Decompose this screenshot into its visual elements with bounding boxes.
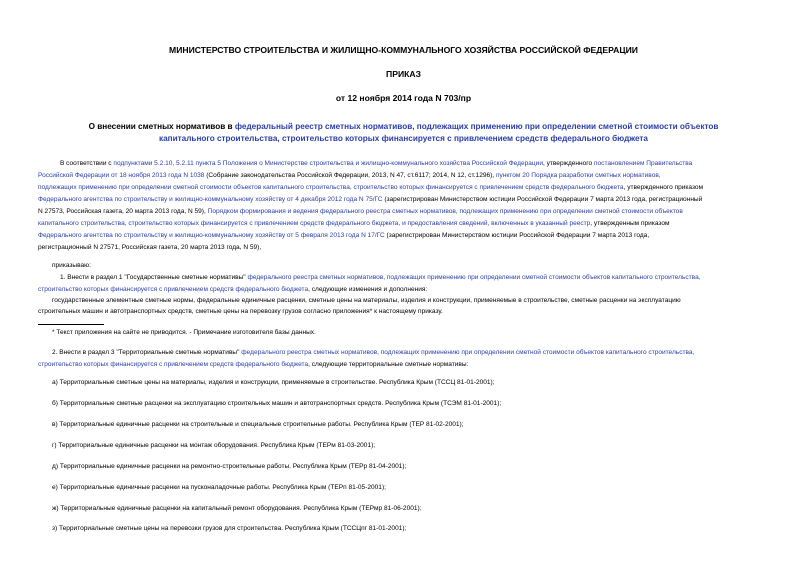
preamble-text: , утвержденного [542,160,594,167]
footnote-divider [38,324,104,325]
agency-order-75-link[interactable]: Федерального агентства по строительству и жилищно-коммунальному хозяйству от 4 декабря 2012 года N 75/ГС [38,196,383,203]
item1-line-1 [60,274,701,282]
preamble-line-3 [38,184,703,192]
agency-order-17-link[interactable]: Федерального агентства по строительству и жилищно-коммунальному хозяйству от 5 февраля 2013 года N 17/ГС [38,232,385,239]
procedure-link-cont[interactable]: подлежащих применению при определении сметной стоимости объектов капитального строительства, строительство которых финансируется с привлечением средств федерального бюджета [38,184,624,191]
preamble-text: В соответствии с [60,160,114,167]
item2-line-1 [52,349,694,357]
item2-text: 2. Внести в раздел 3 "Территориальные сметные нормативы" [52,349,242,356]
preamble-line-6 [38,220,669,228]
title-registry-link[interactable]: федеральный реестр сметных нормативов, подлежащих применению при определении сметной стоимости объектов [234,122,719,131]
item1-line-2 [38,286,427,294]
preamble-line-7 [38,232,649,240]
list-item: е) Территориальные единичные расценки на пусконаладочные работы. Республика Крым (ТЕРп 81-05-2001); [52,484,386,491]
preamble-text: N 27573, Российская газета, 20 марта 2013 года, N 59), [38,208,208,215]
preamble-line-1 [60,160,692,168]
preamble-text: (Собрание законодательства Российской Федерации, 2013, N 47, ст.6117; 2014, N 12, ст.1296), [204,172,496,179]
preamble-text: , утвержденным приказом [590,220,670,227]
list-item: з) Территориальные сметные цены на перевозки грузов для строительства. Республика Крым (ТССЦпг 81-01-2001); [52,525,407,532]
ministry-heading: МИНИСТЕРСТВО СТРОИТЕЛЬСТВА И ЖИЛИЩНО-КОММУНАЛЬНОГО ХОЗЯЙСТВА РОССИЙСКОЙ ФЕДЕРАЦИИ [169,45,638,55]
order-word: приказываю: [52,262,91,269]
federal-registry-link-cont[interactable]: строительство которых финансируется с привлечением средств федерального бюджета [38,361,309,368]
preamble-text: , утвержденного приказом [623,184,704,191]
registry-procedure-link[interactable]: Порядком формирования и ведения федерального реестра сметных нормативов, подлежащих применению при определении сметной стоимости объектов [207,208,683,215]
federal-registry-link[interactable]: федерального реестра сметных нормативов, подлежащих применению при определении сметной стоимости объектов капитального строительства, [241,349,695,356]
registry-procedure-link-cont[interactable]: капитального строительства, строительство которых финансируется с привлечением средств федерального бюджета, и предоставления сведений, включенных в указанный реестр [38,220,591,227]
government-decree-link-cont[interactable]: Российской Федерации от 18 ноября 2013 года N 1038 [38,172,205,179]
item1-paragraph-line-2: строительных машин и автотранспортных средств, сметные цены на перевозку грузов согласно приложения* к настоящему приказу. [38,308,443,315]
item1-paragraph-line-1: государственные элементные сметные нормы, федеральные единичные расценки, сметные цены на материалы, изделия и конструкции, применяемые в строительстве, сметные расценки на эксплуатацию [52,297,681,304]
list-item: б) Территориальные сметные расценки на эксплуатацию строительных машин и автотранспортных средств. Республика Крым (ТСЭМ 81-01-2001); [52,400,502,407]
item2-line-2 [38,361,468,369]
regulation-link[interactable]: подпунктами 5.2.10, 5.2.11 пункта 5 Положения о Министерстве строительства и жилищно-коммунального хозяйства Российской Федерации [113,160,543,167]
preamble-line-5 [38,208,683,216]
government-decree-link[interactable]: постановлением Правительства [594,160,693,167]
list-item: а) Территориальные сметные цены на материалы, изделия и конструкции, применяемые в строительстве. Республика Крым (ТССЦ 81-01-2001); [52,379,495,386]
preamble-line-4 [38,196,702,204]
list-item: д) Территориальные единичные расценки на ремонтно-строительные работы. Республика Крым (ТЕРр 81-04-2001); [52,463,407,470]
list-item: в) Территориальные единичные расценки на строительные и специальные строительные работы. Республика Крым (ТЕР 81-02-2001); [52,421,464,428]
preamble-line-2 [38,172,661,180]
item1-text: 1. Внести в раздел 1 "Государственные сметные нормативы" [60,274,248,281]
order-title [0,121,807,145]
federal-registry-link-cont[interactable]: строительство которых финансируется с привлечением средств федерального бюджета [38,286,309,293]
item2-text: , следующие территориальные сметные нормативы: [308,361,469,368]
federal-registry-link[interactable]: федерального реестра сметных нормативов, подлежащих применению при определении сметной стоимости объектов капитального строительства, [247,274,701,281]
order-title-line-1 [0,121,807,133]
title-text: О внесении сметных нормативов в [88,122,235,131]
list-item: ж) Территориальные единичные расценки на капитальный ремонт оборудования. Республика Крым (ТЕРмр 81-06-2001); [52,505,422,512]
procedure-link[interactable]: пунктом 20 Порядка разработки сметных нормативов, [495,172,661,179]
preamble-text: (зарегистрирован Министерством юстиции Российской Федерации 7 марта 2013 года, [384,232,650,239]
preamble-text: (зарегистрирован Министерством юстиции Российской Федерации 7 марта 2013 года, регистрационный [382,196,703,203]
doc-type-heading: ПРИКАЗ [386,69,421,79]
item1-text: , следующие изменения и дополнения: [308,286,428,293]
preamble-line-8: регистрационный N 27571, Российская газета, 20 марта 2013 года, N 59), [38,244,262,251]
title-registry-link-cont[interactable]: капитального строительства, строительство которых финансируется с привлечением средств федерального бюджета [159,134,648,143]
footnote: * Текст приложения на сайте не приводится. - Примечание изготовителя базы данных. [52,329,316,336]
list-item: г) Территориальные единичные расценки на монтаж оборудования. Республика Крым (ТЕРм 81-03-2001); [52,442,376,449]
date-number-heading: от 12 ноября 2014 года N 703/пр [335,93,472,103]
